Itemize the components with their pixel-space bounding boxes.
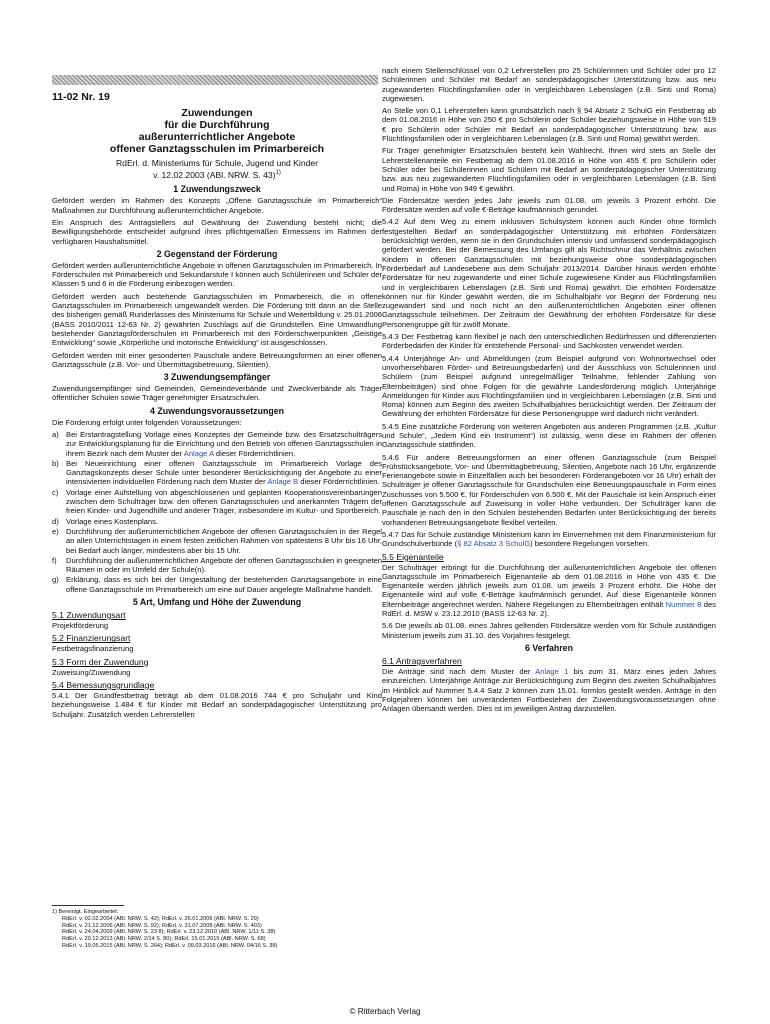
paragraph-5-6: 5.6 Die jeweils ab 01.08. eines Jahres geltenden Fördersätze werden vom für Schule zuständigen Ministerium jeweils zum 31.10. des Vorjahres festgelegt. (382, 621, 716, 640)
title-line: außerunterrichtlicher Angebote (138, 130, 296, 143)
schulg-link[interactable]: § 82 Absatz 3 SchulG (457, 539, 531, 549)
publisher-footer: © Ritterbach Verlag (349, 1007, 421, 1016)
reference-line-2: v. 12.02.2003 (ABl. NRW. S. 43) (153, 170, 276, 181)
document-number: 11-02 Nr. 19 (52, 91, 110, 103)
footnote-line: RdErl. v. 19.05.2015 (ABl. NRW. S. 264); RdErl. v. 09.03.2016 (ABl. NRW. 04/16 S. 38) (62, 942, 278, 949)
footnote-line: RdErl. v. 02.02.2004 (ABl. NRW. S. 42); RdErl. v. 26.01.2006 (ABl. NRW. S. 29) (62, 915, 259, 922)
list-item-text: dieser Förderrichtlinien. (298, 477, 380, 487)
section-2-paragraph: Gefördert werden mit einer gesonderten Pauschale andere Betreuungsformen an einer offenen Ganztagsschule (z.B. Vor- und Übermittagsbetreuung, Silentien). (52, 350, 382, 369)
paragraph-5-4-3: 5.4.3 Der Festbetrag kann flexibel je nach den unterschiedlichen Bedürfnissen und differenzierten Förderbedarfen der Kinder für entstehende Personal- und Sachkosten verwendet werden. (382, 332, 716, 351)
footnote-line: RdErl. v. 20.12.2013 (ABl. NRW. 2/14 S. 80); RdErl. 15.01.2015 (ABl. NRW. S. 68) (62, 936, 266, 943)
decree-reference (52, 158, 382, 180)
document-title (52, 108, 382, 155)
section-5-heading: 5 Art, Umfang und Höhe der Zuwendung (132, 597, 302, 608)
paragraph-text: Der Schulträger erbringt für die Durchführung der außerunterrichtlichen Angebote der offenen Ganztagsschule im Primarbereich Eigenanteile ab dem 01.08.2016 in Höhe von 435 €. Die Eigenanteile werden jährlich jeweils zum 01.08. um jeweils 3 Prozent erhöht. Die Höhe der Eigenanteile wird auf volle €-Beträge kaufmännisch gerundet. Auf diese Eigenanteile können Elternbeiträge angerechnet werden. Nähere Regelungen zu Elternbeiträgen enthält (382, 562, 716, 609)
list-item (52, 459, 382, 487)
subsection-text: Zuweisung/Zuwendung (52, 667, 131, 677)
footnote (52, 909, 378, 950)
paragraph-text: Die Anträge sind nach dem Muster der (382, 666, 536, 676)
paragraph-5-4-1: 5.4.1 Der Grundfestbetrag beträgt ab dem 01.08.2016 744 € pro Schuljahr und Kind beziehungsweise 1.484 € für Kinder mit Bedarf an sonderpädagogischer Unterstützung pro Schuljahr. Zusätzlich werden Lehrerstellen (52, 690, 382, 719)
subsection-heading: 5.3 Form der Zuwendung (52, 656, 149, 667)
subsection-heading: 5.1 Zuwendungsart (52, 610, 126, 621)
requirements-list (52, 430, 382, 594)
paragraph-5-4-6: 5.4.6 Für andere Betreuungsformen an einer offenen Ganztagsschule (zum Beispiel Frühstücksangebote, Vor- und Übermittagbetreuung, Silentien, Angebote nach 16 Uhr, ergänzende Ferienangebote sowie in Einzelfällen auch bei besonderen Förderangeboten vor 16 Uhr) erhält der Schulträger je offener Ganztagsschule für Grundschulen eine Betreuungspauschale in Form eines Zuschusses von 5.500 €, für Förderschulen von 6.500 €. Mit der Pauschale ist kein Anspruch einer offenen Ganztagsschule auf Zuweisung in voller Höhe verbunden. Der Schulträger kann die Pauschale je nach den in den Schulen bestehenden Bedarfen unter Berücksichtigung der bereits vorhandenen Betreuungsangebote flexibel verteilen. (382, 452, 716, 527)
paragraph-5-5 (382, 563, 716, 619)
list-item-text: Bei Neueinrichtung einer offenen Ganztagsschule im Primarbereich Vorlage des Ganztagskonzepts dieser Schule unter besonderer Berücksichtigung der Angebote zu einer intensivierten individuellen Förderung nach dem Muster der (66, 458, 382, 487)
section-2-paragraph: Gefördert werden außerunterrichtliche Angebote in offenen Ganztagsschulen im Primarbereich. In Förderschulen mit Primarbereich und Sekundarstufe I können auch Schülerinnen und Schüler der Klassen 5 und 6 in die Förderung einbezogen werden. (52, 260, 382, 289)
paragraph-6-1 (382, 667, 716, 713)
subsection-heading: 6.1 Antragsverfahren (382, 655, 462, 666)
title-line: offener Ganztagsschulen im Primarbereich (109, 142, 325, 155)
list-marker: e) (52, 526, 59, 536)
list-item (52, 430, 382, 458)
list-item (52, 556, 382, 575)
list-item-text: Bei Erstantragstellung Vorlage eines Konzeptes der Gemeinde bzw. des Ersatzschulträgers zur Entwicklungsplanung für die Einrichtung und den Betrieb von offenen Ganztagsschulen in ihrem Bezirk nach dem Muster der (66, 429, 382, 458)
reference-line-1: RdErl. d. Ministeriums für Schule, Jugend und Kinder (115, 158, 319, 169)
paragraph-text: bis zum 31. März eines jeden Jahres einzureichen. Unterjährige Anträge zur Berücksichtigung zum Beginn des zweiten Schulhalbjahres im Hinblick auf Nummer 5.4.4 Satz 2 können zum 15.01. formlos gestellt werden. Anträge in den Folgejahren können bei unveränderten Fortbestehen der Zuwendungsvoraussetzungen ohne Anlagen übersandt werden. Dies ist im jeweiligen Antrag darzustellen. (382, 666, 716, 714)
anlage-1-link[interactable]: Anlage 1 (535, 666, 569, 676)
list-item-text: Vorlage einer Aufstellung von abgeschlossenen und geplanten Kooperationsvereinbarungen zwischen dem Schulträger bzw. den offenen Ganztagsschulen und anerkannten Trägern der freien Kinder- und Jugendhilfe und anderer Träger, insbesondere im Kultur- und Sportbereich. (66, 487, 382, 516)
anlage-a-link[interactable]: Anlage A (183, 448, 214, 458)
section-1-heading: 1 Zuwendungszweck (173, 184, 261, 195)
paragraph-text: ) besondere Regelungen vorsehen. (530, 539, 650, 549)
subsection-text: Festbetragsfinanzierung (52, 644, 134, 654)
section-3-heading: 3 Zuwendungsempfänger (163, 372, 271, 383)
list-item (52, 517, 382, 526)
list-item-text: dieser Förderrichtlinien. (213, 448, 296, 458)
footnote-rule (52, 905, 124, 906)
header-hatch-bar (52, 75, 378, 85)
footnote-line: RdErl. v. 24.04.2009 (ABl. NRW. S. 23 8); RdErl. v. 23.12.2010 (ABl. NRW. 1/11 S. 38) (62, 929, 276, 936)
paragraph-5-4-5: 5.4.5 Eine zusätzliche Förderung von weiteren Angeboten aus anderen Programmen (z.B. „Kultur und Schule“, „Jedem Kind ein Instrument“) ist zulässig, wenn diese im Rahmen der offenen Ganztagsschule stattfinden. (382, 421, 716, 450)
subsection-heading: 5.2 Finanzierungsart (52, 633, 131, 644)
paragraph-text: 5.4.7 Das für Schule zuständige Ministerium kann im Einvernehmen mit dem Finanzministerium für Grundschulverbünde ( (382, 529, 716, 549)
paragraph: Die Fördersätze werden jedes Jahr jeweils zum 01.08. um jeweils 3 Prozent erhöht. Die Fördersätze werden auf volle €-Beträge kaufmännisch gerundet. (382, 195, 716, 215)
section-4-heading: 4 Zuwendungsvoraussetzungen (150, 405, 284, 416)
list-item-text: Erklärung, dass es sich bei der Umgestaltung der bestehenden Ganztagsangebote in eine offene Ganztagsschule im Primarbereich um eine auf Dauer angelegte Maßnahme handelt. (66, 575, 382, 594)
footnote-line: RdErl. v. 21.12.2006 (ABl. NRW. S. 92); RdErl. v. 31.07.2008 (ABl. NRW. S. 403) (62, 922, 262, 929)
paragraph-5-4-4: 5.4.4 Unterjährige An- und Abmeldungen (zum Beispiel aufgrund von Wohnortwechsel oder unvorhersehbaren Förder- und Betreuungsbedarfen) und der Ausschluss von Schülerinnen und Schülern (zum Beispiel aufgrund unregelmäßiger Teilnahme, fehlender Zahlung von Elternbeiträgen) sind ohne Folgen für die gewährte Landesförderung möglich. Unterjährige Anmeldungen für Kinder aus Flüchtlingsfamilien und in vergleichbaren Lebenslagen (z.B. Sinti und Roma) können zum Beginn des zweiten Schulhalbjahres berücksichtigt werden. Der Zeitraum der Gewährung der erhöhten Fördersätze für diese Personengruppe wird dadurch nicht verändert. (382, 353, 716, 419)
list-marker: b) (52, 458, 59, 468)
section-6-heading: 6 Verfahren (525, 642, 573, 653)
subsection-heading: 5.5 Eigenanteile (382, 551, 444, 562)
list-item (52, 527, 382, 555)
footnote-marker[interactable]: 1) (275, 170, 281, 177)
paragraph: Für Träger genehmigter Ersatzschulen besteht kein Wahlrecht. Ihnen wird stets an Stelle der Lehrerstellenanteile ein Festbetrag ab dem 01.08.2016 in Höhe von 455 € pro Schülerin oder Schüler oder bei Schülerinnen und Schülern mit Bedarf an sonderpädagogischer Unterstützung bzw. aus neu zugewanderten Flüchtlingsfamilien oder in vergleichbaren Lebenslagen (z.B. Sinti und Roma) in Höhe von 949 € gewährt. (382, 146, 716, 193)
section-2-paragraph: Gefördert werden auch bestehende Ganztagsschulen im Primarbereich, die in offene Ganztagsschulen im Primarbereich umgewandelt werden. Die Förderung tritt dann an die Stelle des bisherigen gemäß Runderlasses des Ministeriums für Schule und Weiterbildung v. 25.01.2006 (BASS 2010/2011 12-63 Nr. 2) gewährten Zuschlags auf die Grundstellen. Eine Umwandlung bestehender Ganztagsförderschulen im Primarbereich mit den Förderschwerpunkten „Geistige Entwicklung“ sowie „Körperliche und motorische Entwicklung“ ist ausgeschlossen. (52, 291, 382, 348)
list-item-text: Vorlage eines Kostenplans. (66, 516, 159, 526)
list-marker: f) (52, 555, 57, 565)
paragraph-text: des RdErl. d. MSW v. 23.12.2010 (BASS 12-63 Nr. 2). (382, 599, 716, 619)
section-4-intro: Die Förderung erfolgt unter folgenden Voraussetzungen: (52, 417, 242, 427)
paragraph-5-4-7 (382, 530, 716, 549)
section-3-paragraph: Zuwendungsempfänger sind Gemeinden, Gemeindeverbände und Zweckverbände als Träger öffentlicher Schulen sowie Träger genehmigter Ersatzschulen. (52, 384, 382, 403)
list-item-text: Durchführung der außerunterrichtlichen Angebote der offenen Ganztagsschulen in geeigneten Räumen in oder im Umfeld der Schule(n). (66, 555, 382, 575)
subsection-heading: 5.4 Bemessungsgrundlage (52, 679, 155, 690)
title-line: für die Durchführung (164, 119, 270, 132)
list-marker: g) (52, 575, 59, 585)
left-column (52, 93, 382, 722)
nummer-8-link[interactable]: Nummer 8 (665, 599, 702, 609)
footnote-heading: 1) Bereinigt. Eingearbeitet: (52, 909, 119, 915)
paragraph-5-4-2: 5.4.2 Auf dem Weg zu einem inklusiven Schulsystem können auch Kinder ohne förmlich festgestellten Bedarf an sonderpädagogischer Unterstützung mit erhöhten Fördersätzen berücksichtigt werden, wenn sie in den Grundschulen intensiv und umfassend sonderpädagogisch gefördert werden. Bei der Bemessung des Umfangs gilt als Richtschnur das Verhältnis zwischen Kindern in offenen Ganztagsschulen mit beziehungsweise ohne sonderpädagogischen Förderbedarf auf Landesebene aus dem Schuljahr 2013/2014. Darüber hinaus werden erhöhte Fördersätze für neu zugewanderte und einer Schule zugewiesene Kinder aus Flüchtlingsfamilien und in vergleichbaren Lebenslagen (z.B. Sinti und Roma) gewährt. Die erhöhten Fördersätze können nur für Kinder gewährt werden, die im Schulhalbjahr vor Beginn der Förderung neu zugewandert sind und noch nicht an den außerunterrichtlichen Angeboten einer offenen Ganztagsschule teilnehmen. Der Zeitraum der Gewährung der erhöhten Fördersätze für diese Personengruppe gilt für zwölf Monate. (382, 217, 716, 329)
list-marker: d) (52, 516, 59, 526)
list-item (52, 575, 382, 594)
subsection-text: Projektförderung (52, 621, 109, 631)
list-item (52, 488, 382, 516)
title-line: Zuwendungen (181, 107, 253, 120)
section-1-paragraph: Gefördert werden im Rahmen des Konzepts „Offene Ganztagsschule im Primarbereich“ Maßnahmen zur Durchführung außerunterrichtlicher Angebote. (52, 196, 382, 215)
paragraph-5-4-1-continued: nach einem Stellenschlüssel von 0,2 Lehrerstellen pro 25 Schülerinnen und Schüler oder pro 12 Schülerinnen und Schüler mit Bedarf an sonderpädagogischer Unterstützung bzw. aus neu zugewanderten Flüchtlingsfamilien oder in vergleichbaren Lebenslagen (z.B. Sinti und Roma) zugewiesen. (382, 66, 716, 103)
right-column (382, 66, 716, 716)
list-marker: a) (52, 429, 59, 439)
list-marker: c) (52, 487, 59, 497)
paragraph: An Stelle von 0,1 Lehrerstellen kann grundsätzlich nach § 94 Absatz 2 SchulG ein Festbetrag ab dem 01.08.2016 in Höhe von 250 € pro Schülerin oder Schüler beziehungsweise in Höhe von 519 € pro Schülerin oder Schüler mit Bedarf an sonderpädagogischer Unterstützung bzw. aus Flüchtlingsfamilien oder in vergleichbaren Lebenslagen (z.B. Sinti und Roma) gewährt werden. (382, 106, 716, 144)
list-item-text: Durchführung der außerunterrichtlichen Angebote der offenen Ganztagsschulen in der Regel an allen Unterrichtstagen in einem festen zeitlichen Rahmen von spätestens 8 Uhr bis 16 Uhr, bei Bedarf auch länger, mindestens aber bis 15 Uhr. (66, 526, 382, 555)
section-2-heading: 2 Gegenstand der Förderung (156, 248, 278, 259)
anlage-b-link[interactable]: Anlage B (267, 477, 299, 487)
section-1-paragraph: Ein Anspruch des Antragstellers auf Gewährung der Zuwendung besteht nicht; die Bewilligungsbehörde entscheidet aufgrund ihres pflichtgemäßen Ermessens im Rahmen der verfügbaren Haushaltsmittel. (52, 217, 382, 246)
